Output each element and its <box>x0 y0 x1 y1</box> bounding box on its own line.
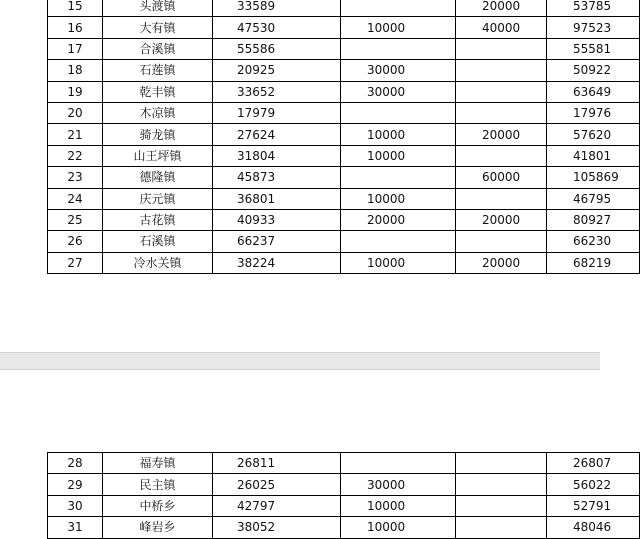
amount-cell-3 <box>456 231 547 252</box>
amount-cell-2: 30000 <box>341 474 456 495</box>
amount-cell-2: 10000 <box>341 495 456 516</box>
table-row <box>48 38 640 59</box>
table-row <box>48 252 640 273</box>
row-number-cell: 30 <box>48 495 103 516</box>
total-cell: 68219 <box>547 252 640 273</box>
town-name-cell: 头渡镇 <box>103 0 213 17</box>
row-number-cell: 24 <box>48 188 103 209</box>
table-row <box>48 81 640 102</box>
table-row <box>48 102 640 123</box>
row-number-cell: 31 <box>48 517 103 538</box>
row-number-cell: 25 <box>48 209 103 230</box>
town-name-cell: 民主镇 <box>103 474 213 495</box>
amount-cell-3 <box>456 495 547 516</box>
amount-cell-2 <box>341 38 456 59</box>
table-row <box>48 60 640 81</box>
amount-cell-1: 45873 <box>213 167 341 188</box>
row-number-cell: 29 <box>48 474 103 495</box>
amount-cell-1: 26811 <box>213 453 341 474</box>
total-cell: 46795 <box>547 188 640 209</box>
amount-cell-2: 10000 <box>341 517 456 538</box>
town-name-cell: 木凉镇 <box>103 102 213 123</box>
row-number-cell: 17 <box>48 38 103 59</box>
total-cell: 41801 <box>547 145 640 166</box>
amount-cell-3: 40000 <box>456 17 547 38</box>
town-name-cell: 石莲镇 <box>103 60 213 81</box>
row-number-cell: 20 <box>48 102 103 123</box>
total-cell: 55581 <box>547 38 640 59</box>
table-row <box>48 0 640 17</box>
amount-cell-2: 10000 <box>341 188 456 209</box>
town-name-cell: 山王坪镇 <box>103 145 213 166</box>
table-row <box>48 453 640 474</box>
total-cell: 80927 <box>547 209 640 230</box>
town-name-cell: 庆元镇 <box>103 188 213 209</box>
amount-cell-3 <box>456 81 547 102</box>
table-row <box>48 231 640 252</box>
amount-cell-1: 47530 <box>213 17 341 38</box>
amount-cell-3 <box>456 38 547 59</box>
amount-cell-1: 38052 <box>213 517 341 538</box>
table-row <box>48 495 640 516</box>
town-name-cell: 骑龙镇 <box>103 124 213 145</box>
row-number-cell: 18 <box>48 60 103 81</box>
table-row <box>48 209 640 230</box>
total-cell: 97523 <box>547 17 640 38</box>
total-cell: 63649 <box>547 81 640 102</box>
amount-cell-3 <box>456 60 547 81</box>
amount-cell-3 <box>456 453 547 474</box>
amount-cell-1: 17979 <box>213 102 341 123</box>
allocation-table-page-1 <box>47 0 640 274</box>
amount-cell-1: 38224 <box>213 252 341 273</box>
town-name-cell: 中桥乡 <box>103 495 213 516</box>
total-cell: 17976 <box>547 102 640 123</box>
town-name-cell: 古花镇 <box>103 209 213 230</box>
town-name-cell: 乾丰镇 <box>103 81 213 102</box>
amount-cell-3 <box>456 145 547 166</box>
amount-cell-3 <box>456 474 547 495</box>
total-cell: 57620 <box>547 124 640 145</box>
table-row <box>48 474 640 495</box>
town-name-cell: 峰岩乡 <box>103 517 213 538</box>
table-row <box>48 188 640 209</box>
amount-cell-2: 10000 <box>341 145 456 166</box>
amount-cell-2 <box>341 167 456 188</box>
row-number-cell: 16 <box>48 17 103 38</box>
amount-cell-2: 30000 <box>341 60 456 81</box>
row-number-cell: 26 <box>48 231 103 252</box>
table-row <box>48 145 640 166</box>
amount-cell-2 <box>341 0 456 17</box>
amount-cell-1: 26025 <box>213 474 341 495</box>
amount-cell-2: 10000 <box>341 124 456 145</box>
amount-cell-2 <box>341 231 456 252</box>
total-cell: 105869 <box>547 167 640 188</box>
row-number-cell: 23 <box>48 167 103 188</box>
amount-cell-1: 55586 <box>213 38 341 59</box>
amount-cell-1: 40933 <box>213 209 341 230</box>
amount-cell-2: 10000 <box>341 17 456 38</box>
table-row <box>48 124 640 145</box>
row-number-cell: 21 <box>48 124 103 145</box>
table-row <box>48 167 640 188</box>
amount-cell-2: 20000 <box>341 209 456 230</box>
table-row <box>48 17 640 38</box>
town-name-cell: 冷水关镇 <box>103 252 213 273</box>
town-name-cell: 合溪镇 <box>103 38 213 59</box>
amount-cell-2: 30000 <box>341 81 456 102</box>
amount-cell-1: 42797 <box>213 495 341 516</box>
town-name-cell: 福寿镇 <box>103 453 213 474</box>
total-cell: 52791 <box>547 495 640 516</box>
row-number-cell: 15 <box>48 0 103 17</box>
amount-cell-3 <box>456 102 547 123</box>
amount-cell-2 <box>341 453 456 474</box>
row-number-cell: 19 <box>48 81 103 102</box>
total-cell: 56022 <box>547 474 640 495</box>
total-cell: 53785 <box>547 0 640 17</box>
table-row <box>48 517 640 538</box>
row-number-cell: 28 <box>48 453 103 474</box>
amount-cell-1: 20925 <box>213 60 341 81</box>
row-number-cell: 22 <box>48 145 103 166</box>
total-cell: 48046 <box>547 517 640 538</box>
amount-cell-3 <box>456 517 547 538</box>
total-cell: 26807 <box>547 453 640 474</box>
amount-cell-1: 33652 <box>213 81 341 102</box>
town-name-cell: 石溪镇 <box>103 231 213 252</box>
row-number-cell: 27 <box>48 252 103 273</box>
amount-cell-1: 33589 <box>213 0 341 17</box>
town-name-cell: 大有镇 <box>103 17 213 38</box>
amount-cell-1: 31804 <box>213 145 341 166</box>
amount-cell-3: 20000 <box>456 252 547 273</box>
amount-cell-1: 66237 <box>213 231 341 252</box>
total-cell: 66230 <box>547 231 640 252</box>
amount-cell-1: 27624 <box>213 124 341 145</box>
town-name-cell: 德隆镇 <box>103 167 213 188</box>
amount-cell-2 <box>341 102 456 123</box>
amount-cell-2: 10000 <box>341 252 456 273</box>
allocation-table-page-2 <box>47 452 640 539</box>
amount-cell-3: 20000 <box>456 124 547 145</box>
amount-cell-3: 20000 <box>456 0 547 17</box>
total-cell: 50922 <box>547 60 640 81</box>
amount-cell-1: 36801 <box>213 188 341 209</box>
amount-cell-3: 20000 <box>456 209 547 230</box>
page-break-gap <box>0 352 600 370</box>
amount-cell-3 <box>456 188 547 209</box>
amount-cell-3: 60000 <box>456 167 547 188</box>
